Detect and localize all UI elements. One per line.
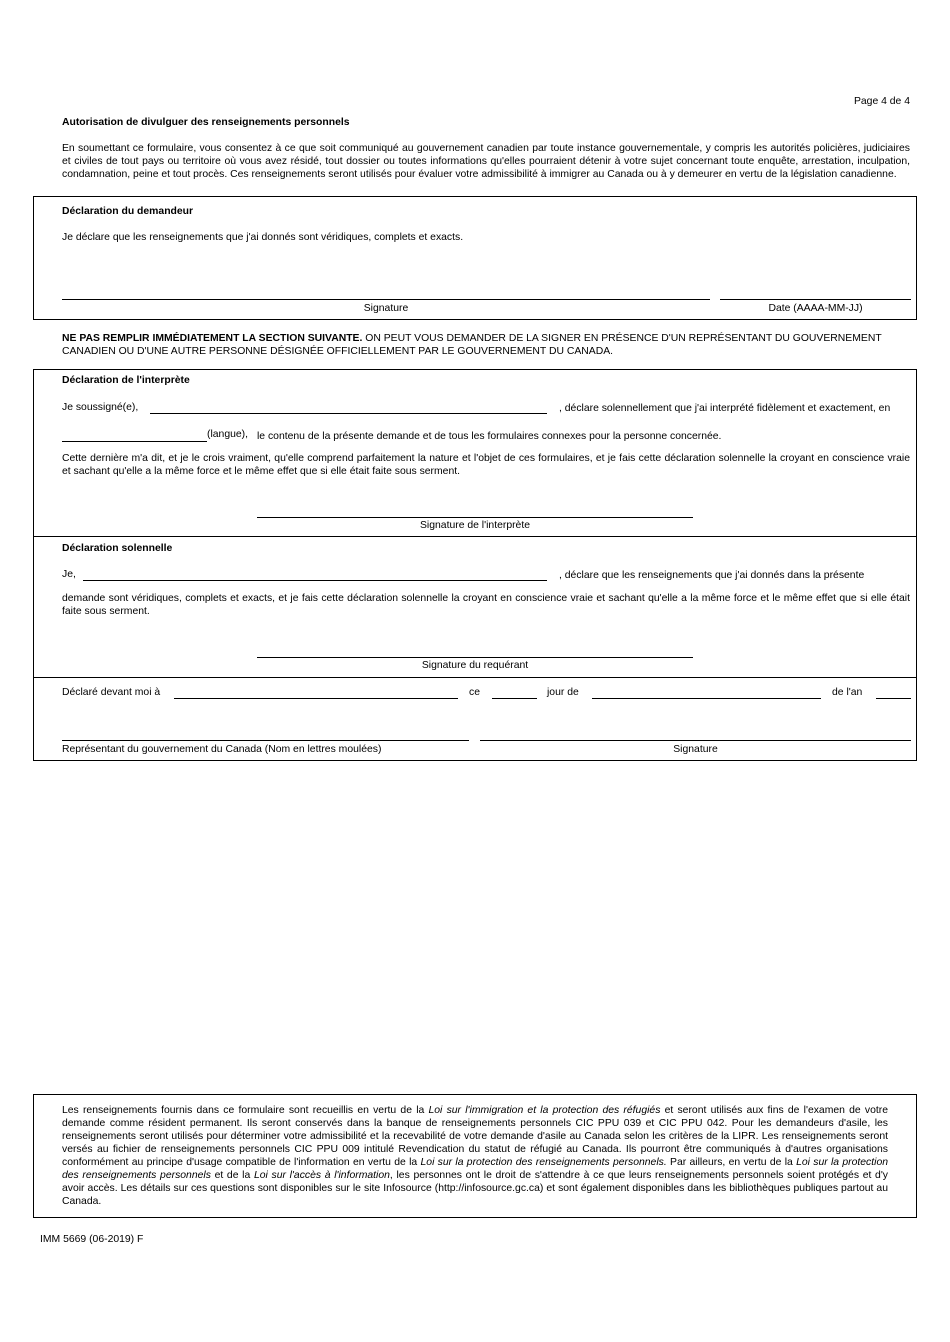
solemn-title: Déclaration solennelle <box>62 543 173 554</box>
applicant-date-label: Date (AAAA-MM-JJ) <box>768 303 863 314</box>
representative-signature-line[interactable] <box>480 740 911 741</box>
interpreter-undersigned: Je soussigné(e), <box>62 402 139 413</box>
interpreter-declares: , déclare solennellement que j'ai interprété fidèlement et exactement, en <box>559 403 891 414</box>
consent-title: Autorisation de divulguer des renseignements personnels <box>62 117 350 128</box>
privacy-p2: et seront utilisés aux fins de l'examen de votre demande comme résident permanent. Ils seront conservés dans la banque de renseignements personnels CIC PPU 039 et CIC PPU 042. Pour les demandeurs d'asile, les renseignements seront utilisés pour déterminer votre admissibilité et la recevabilité de votre demande d'asile au Canada selon les critères de la LIPR. Les renseignements seront versés au fichier de renseignements personnels CIC PPU 009 intitulé Revendication du statut de réfugié au Canada. Ils pourront être communiqués à d'autres organisations conformément au principe d'usage compatible de l'information en vertu de la <box>62 1105 889 1168</box>
privacy-p3: Par ailleurs, en vertu de la <box>666 1157 797 1168</box>
privacy-p1: Les renseignements fournis dans ce formulaire sont recueillis en vertu de la <box>62 1105 429 1116</box>
privacy-p5: , les personnes ont le droit de s'attendre à ce que leurs renseignements personnels soient protégés et d'y avoir accès. Les détails sur ces questions sont disponibles sur le site Infosource (http://infosource.gc.ca) et sont également disponibles dans les bibliothèques publiques partout au Canada. <box>62 1170 889 1207</box>
representative-label: Représentant du gouvernement du Canada (Nom en lettres moulées) <box>62 744 382 755</box>
interpreter-content: le contenu de la présente demande et de tous les formulaires connexes pour la personne concernée. <box>257 431 722 442</box>
privacy-law-privacy-act-2: Loi sur la protection des renseignements personnels <box>62 1157 889 1181</box>
representative-signature-label: Signature <box>673 744 718 755</box>
applicant-date-line[interactable] <box>720 299 911 300</box>
applicant-signature-line[interactable] <box>62 299 710 300</box>
declared-year-line[interactable] <box>876 698 911 699</box>
solemn-name-line[interactable] <box>83 580 547 581</box>
solemn-divider <box>34 677 916 678</box>
notice-text <box>62 332 910 358</box>
interpreter-language-line[interactable] <box>62 441 207 442</box>
applicant-signature-label: Signature <box>363 303 409 314</box>
interpreter-name-line[interactable] <box>150 413 547 414</box>
declared-ce: ce <box>469 687 480 698</box>
declared-jour-de: jour de <box>547 687 579 698</box>
interpreter-divider <box>34 536 916 537</box>
declared-place-line[interactable] <box>174 698 458 699</box>
privacy-law-privacy-act: Loi sur la protection des renseignements personnels. <box>420 1157 667 1168</box>
solemn-text: demande sont véridiques, complets et exacts, et je fais cette déclaration solennelle la croyant en conscience vraie et sachant qu'elle a la même force et le même effet que si elle était faite sous serment. <box>62 593 910 617</box>
notice-bold: NE PAS REMPLIR IMMÉDIATEMENT LA SECTION SUIVANTE. <box>62 333 363 344</box>
representative-name-line[interactable] <box>62 740 469 741</box>
solemn-signature-label: Signature du requérant <box>421 660 529 671</box>
declarations-box <box>33 369 917 761</box>
privacy-law-access-act: Loi sur l'accès à l'information <box>253 1170 390 1181</box>
declared-day-line[interactable] <box>492 698 537 699</box>
solemn-declares: , déclare que les renseignements que j'ai donnés dans la présente <box>559 570 865 581</box>
applicant-declaration-title: Déclaration du demandeur <box>62 206 194 217</box>
notice-rest: ON PEUT VOUS DEMANDER DE LA SIGNER EN PRÉSENCE D'UN REPRÉSENTANT DU GOUVERNEMENT CANADIEN OU D'UNE AUTRE PERSONNE DÉSIGNÉE OFFICIELLEMENT PAR LE GOUVERNEMENT DU CANADA. <box>62 333 882 357</box>
interpreter-title: Déclaration de l'interprète <box>62 375 190 386</box>
interpreter-text: Cette dernière m'a dit, et je le crois vraiment, qu'elle comprend parfaitement la nature et l'objet de ces formulaires, et je fais cette déclaration solennelle la croyant en conscience vraie et sachant qu'elle a la même force et le même effet que si elle était faite sous serment. <box>62 453 910 477</box>
declared-month-line[interactable] <box>592 698 821 699</box>
privacy-notice-text <box>62 1104 888 1208</box>
declared-de-lan: de l'an <box>832 687 863 698</box>
solemn-signature-line[interactable] <box>257 657 693 658</box>
solemn-je: Je, <box>62 569 76 580</box>
interpreter-signature-label: Signature de l'interprète <box>420 520 530 531</box>
interpreter-signature-line[interactable] <box>257 517 693 518</box>
privacy-p4: et de la <box>210 1170 254 1181</box>
form-id: IMM 5669 (06-2019) F <box>40 1234 144 1245</box>
page-number: Page 4 de 4 <box>853 96 910 107</box>
applicant-declaration-text: Je déclare que les renseignements que j'ai donnés sont véridiques, complets et exacts. <box>62 232 464 243</box>
declared-before-me: Déclaré devant moi à <box>62 687 161 698</box>
privacy-law-irpa: Loi sur l'immigration et la protection des réfugiés <box>428 1105 661 1116</box>
consent-text: En soumettant ce formulaire, vous consentez à ce que soit communiqué au gouvernement canadien par toute instance gouvernementale, y compris les autorités policières, judiciaires et civiles de tout pays ou territoire où vous avez résidé, tout dossier ou toutes informations qu'elles pourraient détenir à votre sujet concernant toute enquête, arrestation, inculpation, condamnation, peine et tout procès. Ces renseignements seront utilisés pour évaluer votre admissibilité à immigrer au Canada ou à y demeurer en vertu de la législation canadienne. <box>62 143 910 180</box>
interpreter-language: (langue), <box>207 429 249 440</box>
